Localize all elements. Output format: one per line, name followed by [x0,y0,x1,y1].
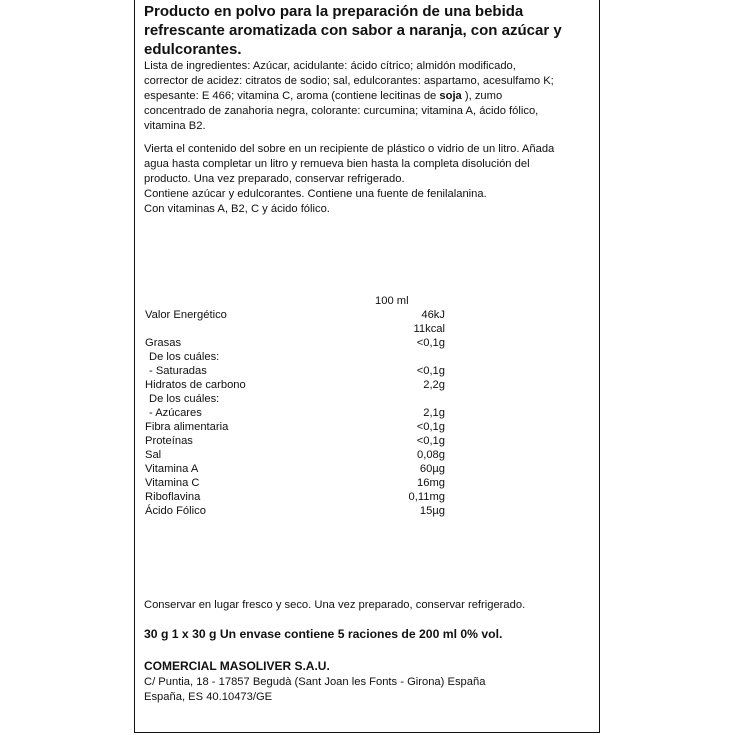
nutrient-label: Proteínas [145,435,193,447]
product-title [144,2,594,59]
nutrition-row [145,504,445,518]
ingredients-line: corrector de acidez: citratos de sodio; sal, edulcorantes: aspartamo, acesulfamo K; [144,75,554,87]
nutrient-label: Vitamina C [145,477,200,489]
nutrition-row [145,476,445,490]
ingredients-line: vitamina B2. [144,120,206,132]
nutrient-label: Riboflavina [145,491,201,503]
nutrition-row [145,490,445,504]
nutrient-label: Valor Energético [145,309,227,321]
nutrient-value: 2,1g [423,407,445,419]
allergen-soja: soja [439,90,462,102]
company-address [144,675,485,705]
ingredients-line: Lista de ingredientes: Azúcar, acidulante: ácido cítrico; almidón modificado, [144,60,516,72]
nutrition-row [145,392,445,406]
nutrition-row [145,462,445,476]
address-line: C/ Puntia, 18 - 17857 Begudà (Sant Joan les Fonts - Girona) España [144,676,486,688]
nutrition-header-row [145,294,445,308]
address-line: España, ES 40.10473/GE [144,691,273,703]
nutrient-value: <0,1g [416,365,445,377]
nutrient-value: 16mg [417,477,445,489]
nutrition-row [145,364,445,378]
nutrition-header: 100 ml [375,295,409,307]
nutrient-label: - Saturadas [149,365,207,377]
company-name: COMERCIAL MASOLIVER S.A.U. [144,659,330,673]
ingredients-text: espesante: E 466; vitamina C, aroma (contiene lecitinas de [144,90,440,102]
nutrition-table [145,294,445,518]
nutrient-value: 2,2g [423,379,445,391]
title-line: edulcorantes. [144,41,242,58]
nutrition-row [145,350,445,364]
nutrition-row [145,448,445,462]
nutrient-label: - Azúcares [149,407,202,419]
title-line: Producto en polvo para la preparación de una bebida [144,3,524,20]
nutrient-value: 15µg [419,505,445,517]
nutrient-value: 11kcal [413,323,445,335]
nutrition-row [145,336,445,350]
nutrient-label: De los cuáles: [149,351,220,363]
nutrient-label: Sal [145,449,162,461]
nutrition-row [145,420,445,434]
nutrient-value: <0,1g [416,435,445,447]
nutrient-value: <0,1g [416,337,445,349]
title-line: refrescante aromatizada con sabor a naranja, con azúcar y [144,22,562,39]
nutrient-label: Ácido Fólico [145,505,206,517]
ingredients-list [144,59,594,134]
nutrient-value: <0,1g [416,421,445,433]
package-info: 30 g 1 x 30 g Un envase contiene 5 raciones de 200 ml 0% vol. [144,627,503,641]
ingredients-text: ), zumo [461,90,503,102]
nutrition-row [145,322,445,336]
nutrition-row [145,406,445,420]
nutrient-label: Fibra alimentaria [145,421,229,433]
nutrition-row [145,308,445,322]
preparation-instructions [144,142,594,217]
nutrient-value: 0,11mg [408,491,445,503]
ingredients-line [144,89,594,104]
nutrient-label: De los cuáles: [149,393,220,405]
nutrient-label: Hidratos de carbono [145,379,246,391]
instructions-line: Vierta el contenido del sobre en un recipiente de plástico o vidrio de un litro. Añada [144,143,555,155]
nutrient-value: 0,08g [417,449,445,461]
instructions-line: agua hasta completar un litro y remueva bien hasta la completa disolución del [144,158,530,170]
instructions-line: Contiene azúcar y edulcorantes. Contiene una fuente de fenilalanina. [144,188,487,200]
nutrition-row [145,434,445,448]
nutrient-label: Grasas [145,337,182,349]
nutrient-value: 46kJ [421,309,445,321]
instructions-line: producto. Una vez preparado, conservar refrigerado. [144,173,405,185]
nutrient-label: Vitamina A [145,463,199,475]
storage-instructions: Conservar en lugar fresco y seco. Una vez preparado, conservar refrigerado. [144,599,526,611]
instructions-line: Con vitaminas A, B2, C y ácido fólico. [144,203,330,215]
nutrition-row [145,378,445,392]
ingredients-line: concentrado de zanahoria negra, colorante: curcumina; vitamina A, ácido fólico, [144,105,539,117]
nutrient-value: 60µg [419,463,445,475]
